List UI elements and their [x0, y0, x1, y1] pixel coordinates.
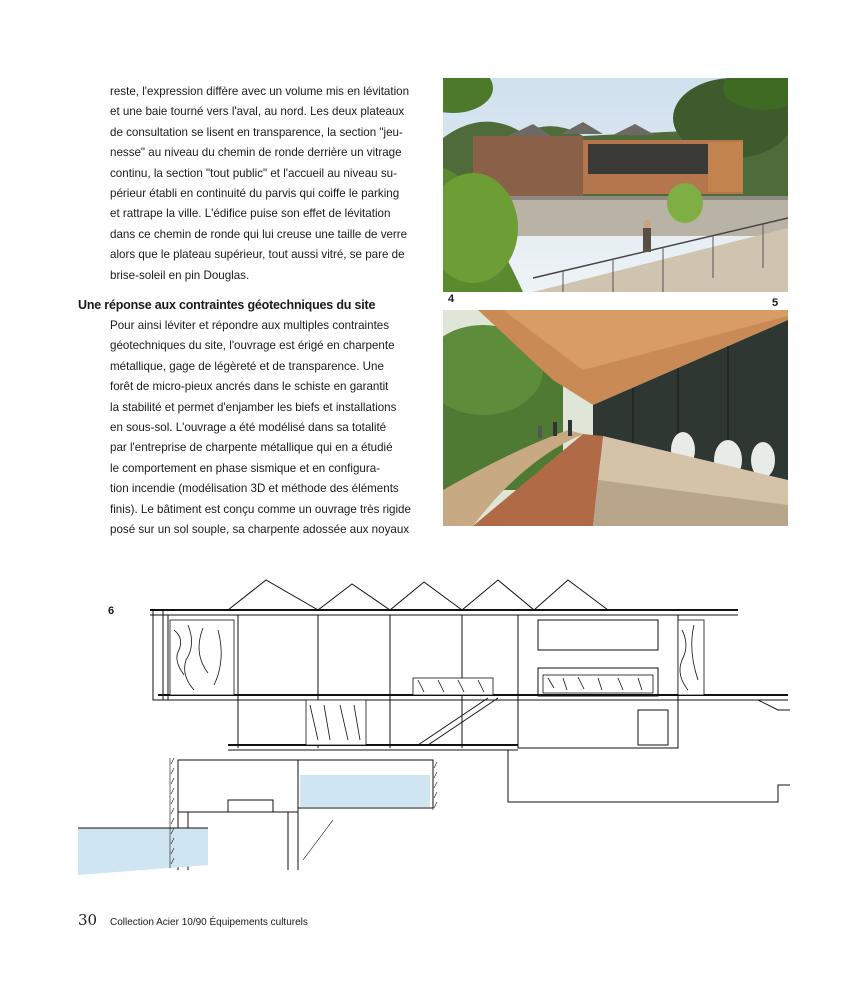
photo-gallery-walkway — [443, 310, 788, 526]
text-line: brise-soleil en pin Douglas. — [110, 268, 250, 282]
photo-walkway-illustration — [443, 310, 788, 526]
figure-number-4: 4 — [448, 293, 455, 305]
text-line: dans ce chemin de ronde qui lui creuse une taille de verre — [110, 227, 408, 241]
text-line: périeur établi en continuité du parvis qui coiffe le parking — [110, 187, 400, 201]
page-number: 30 — [78, 911, 98, 929]
text-line: reste, l'expression diffère avec un volume mis en lévitation — [110, 85, 410, 98]
figure-number-6: 6 — [108, 605, 115, 617]
text-line: nesse" au niveau du chemin de ronde derrière un vitrage — [110, 146, 402, 160]
text-line: métallique, gage de légèreté et de transparence. Une — [110, 359, 384, 373]
text-line: en sous-sol. L'ouvrage a été modélisé dans sa totalité — [110, 421, 387, 435]
body-paragraph-1 — [110, 82, 424, 286]
text-line: et une baie tourné vers l'aval, au nord. Les deux plateaux — [110, 105, 405, 119]
section-drawing-svg — [78, 570, 790, 880]
text-line: géotechniques du site, l'ouvrage est érigé en charpente — [110, 339, 395, 353]
text-line: le comportement en phase sismique et en configura- — [110, 461, 381, 475]
text-line: et rattrape la ville. L'édifice puise son effet de lévitation — [110, 207, 391, 221]
photo-exterior-illustration — [443, 78, 788, 292]
text-line: tion incendie (modélisation 3D et méthode des éléments — [110, 482, 399, 496]
running-footer: Collection Acier 10/90 Équipements culturels — [110, 917, 308, 928]
text-line: la stabilité et permet d'enjamber les biefs et installations — [110, 400, 397, 414]
section-heading: Une réponse aux contraintes géotechniques du site — [78, 298, 376, 312]
text-line: Pour ainsi léviter et répondre aux multiples contraintes — [110, 319, 390, 332]
text-line: forêt de micro-pieux ancrés dans le schiste en garantit — [110, 380, 389, 394]
text-line: de consultation se lisent en transparence, la section "jeu- — [110, 125, 403, 139]
body-paragraph-2 — [110, 316, 424, 540]
figure-number-5: 5 — [772, 297, 779, 309]
text-line: par l'entreprise de charpente métallique qui en a étudié — [110, 441, 393, 455]
photo-building-exterior — [443, 78, 788, 292]
text-line: continu, la section "tout public" et l'accueil au niveau su- — [110, 166, 397, 180]
text-line: posé sur un sol souple, sa charpente adossée aux noyaux — [110, 523, 410, 537]
text-line: finis). Le bâtiment est conçu comme un ouvrage très rigide — [110, 502, 411, 516]
architectural-section-drawing — [78, 570, 790, 880]
text-line: alors que le plateau supérieur, tout aussi vitré, se pare de — [110, 248, 405, 262]
